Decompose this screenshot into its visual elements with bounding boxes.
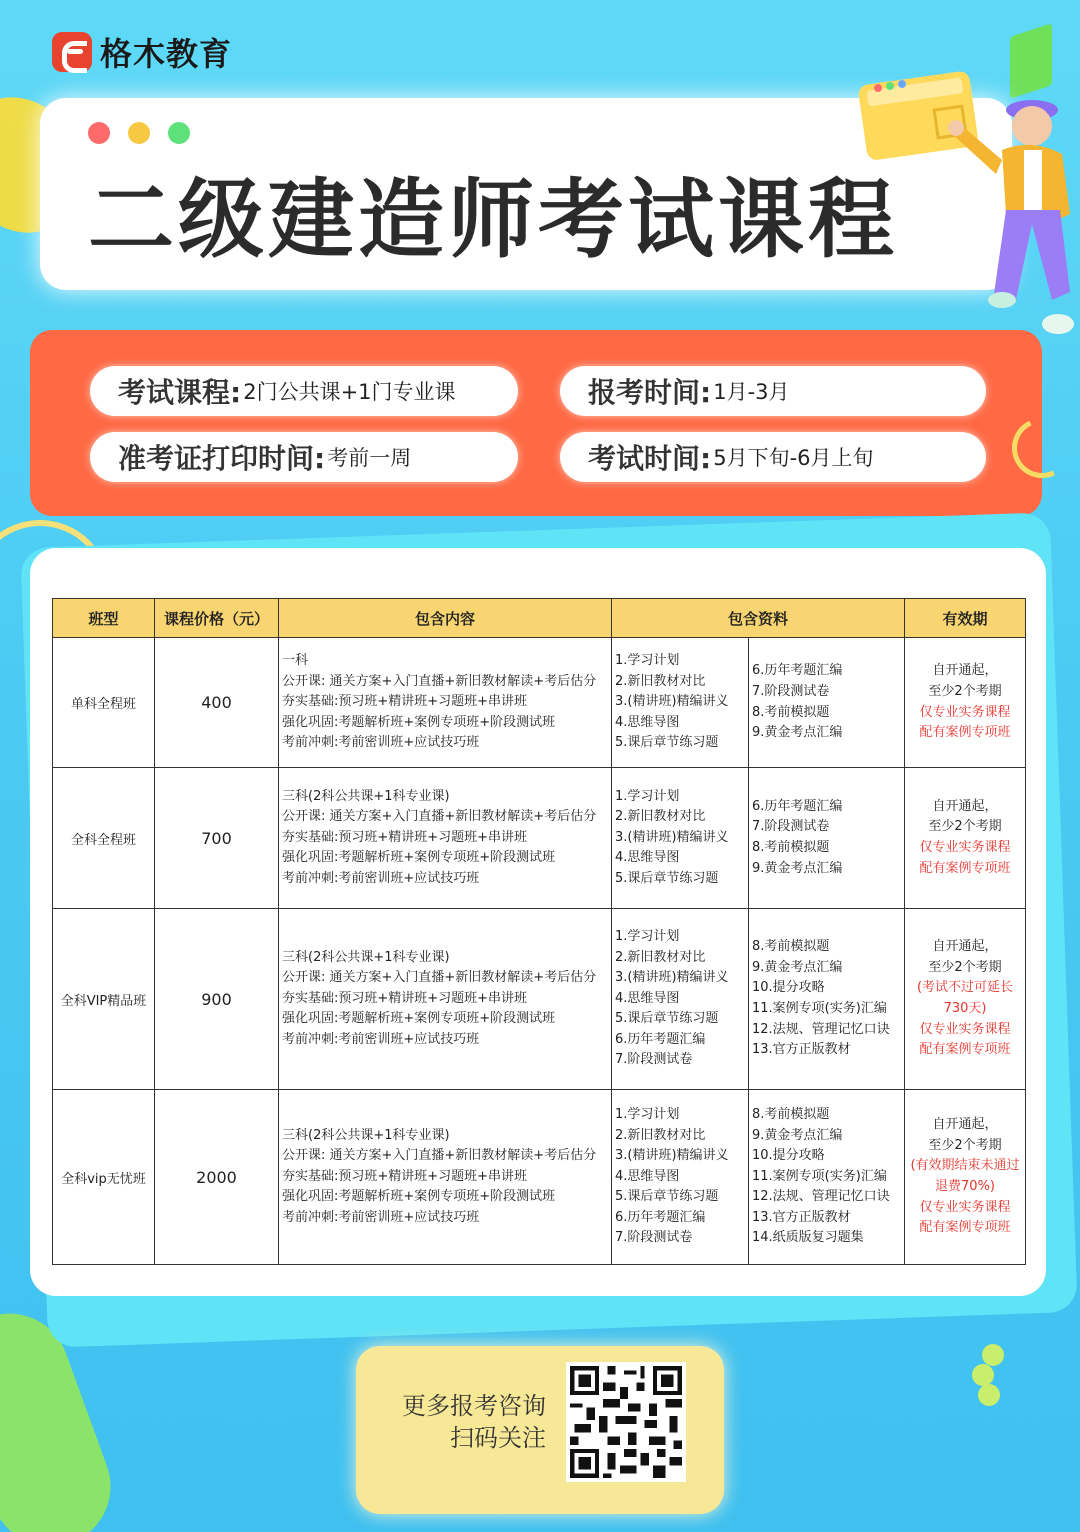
window-dots [88,122,190,144]
cell-line: 考前冲刺:考前密训班+应试技巧班 [282,1031,480,1047]
cell-materials-a [612,768,749,909]
cell-line: 夯实基础:预习班+精讲班+习题班+串讲班 [282,990,528,1006]
header-price: 课程价格（元） [155,599,279,638]
table-row [53,1090,1026,1265]
info-label: 考试课程: [118,376,242,409]
cell-content [279,638,612,768]
cell-line: 夯实基础:预习班+精讲班+习题班+串讲班 [282,694,528,710]
cell-class-type: 单科全程班 [53,638,155,768]
cell-materials-b [749,638,905,768]
qr-code-icon[interactable] [566,1362,686,1482]
cell-price: 700 [155,768,279,909]
cell-line: 自开通起， [932,798,998,814]
cell-line: 退费70%) [935,1179,995,1194]
cell-line: 4.思维导图 [615,850,680,866]
header-validity: 有效期 [905,599,1026,638]
info-value: 2门公共课+1门专业课 [243,380,456,404]
cell-line: (有效期结束未通过 [910,1158,1020,1174]
cell-line: 2.新旧教材对比 [615,949,706,965]
cell-line: 一科 [282,653,309,669]
table-row [53,909,1026,1090]
cell-materials-b [749,909,905,1090]
cell-materials-b [749,1090,905,1265]
cell-validity [905,909,1026,1090]
cell-line: 自开通起， [932,1117,998,1133]
cell-line: 3.(精讲班)精编讲义 [615,1148,729,1164]
cell-line: (考试不过可延长 [916,980,1014,996]
cell-line: 配有案例专项班 [919,1042,1011,1058]
cell-line: 5.课后章节练习题 [615,1011,719,1027]
cell-line: 至少2个考期 [928,819,1002,835]
cell-line: 12.法规、管理记忆口诀 [752,1021,890,1037]
dot-red [88,122,110,144]
info-exam-time [560,432,986,482]
cell-line: 配有案例专项班 [919,860,1011,876]
cell-line: 考前冲刺:考前密训班+应试技巧班 [282,870,480,886]
cell-materials-a [612,638,749,768]
dot-green [168,122,190,144]
cell-price: 400 [155,638,279,768]
cell-line: 1.学习计划 [615,928,680,944]
cell-line: 6.历年考题汇编 [752,798,843,814]
header-materials: 包含资料 [612,599,905,638]
footer-text [376,1390,546,1454]
cell-line: 7.阶段测试卷 [615,1052,693,1068]
cell-line: 公开课: 通关方案+入门直播+新旧教材解读+考后估分 [282,970,597,986]
cell-line: 至少2个考期 [928,683,1002,699]
cell-line: 2.新旧教材对比 [615,1127,706,1143]
cell-line: 10.提分攻略 [752,1148,825,1164]
course-table [52,598,1026,1265]
cell-line: 2.新旧教材对比 [615,673,706,689]
cell-line: 夯实基础:预习班+精讲班+习题班+串讲班 [282,829,528,845]
dot-yellow [128,122,150,144]
cell-line: 仅专业实务课程 [919,1199,1011,1215]
cell-line: 三科(2科公共课+1科专业课) [282,1127,450,1143]
cell-class-type: 全科vip无忧班 [53,1090,155,1265]
info-value: 考前一周 [327,446,412,470]
info-value: 5月下旬-6月上旬 [713,446,874,470]
character-illustration [856,64,1080,344]
cell-line: 4.思维导图 [615,714,680,730]
cell-line: 夯实基础:预习班+精讲班+习题班+串讲班 [282,1168,528,1184]
cell-line: 1.学习计划 [615,653,680,669]
info-value: 1月-3月 [713,380,790,404]
cell-line: 考前冲刺:考前密训班+应试技巧班 [282,1209,480,1225]
cell-materials-b [749,768,905,909]
header-class-type: 班型 [53,599,155,638]
cell-line: 11.案例专项(实务)汇编 [752,1168,887,1184]
cell-line: 13.官方正版教材 [752,1042,851,1058]
cell-line: 自开通起， [932,663,998,679]
cell-class-type: 全科全程班 [53,768,155,909]
cell-line: 公开课: 通关方案+入门直播+新旧教材解读+考后估分 [282,1148,597,1164]
cell-line: 7.阶段测试卷 [752,683,830,699]
cell-line: 配有案例专项班 [919,1220,1011,1236]
cell-line: 14.纸质版复习题集 [752,1230,864,1246]
cell-line: 4.思维导图 [615,1168,680,1184]
cell-line: 730天) [943,1001,987,1016]
cell-line: 强化巩固:考题解析班+案例专项班+阶段测试班 [282,1011,556,1027]
cell-validity [905,638,1026,768]
cell-price: 900 [155,909,279,1090]
cell-line: 至少2个考期 [928,959,1002,975]
logo-icon [52,32,92,72]
cell-line: 11.案例专项(实务)汇编 [752,1001,887,1016]
cell-line: 强化巩固:考题解析班+案例专项班+阶段测试班 [282,1189,556,1205]
table-row [53,638,1026,768]
cell-line: 5.课后章节练习题 [615,1189,719,1205]
cell-line: 4.思维导图 [615,990,680,1006]
header-content: 包含内容 [279,599,612,638]
cell-line: 10.提分攻略 [752,980,825,996]
cell-line: 7.阶段测试卷 [752,819,830,835]
cell-line: 仅专业实务课程 [919,840,1011,855]
info-label: 报考时间: [588,376,712,409]
cell-line: 5.课后章节练习题 [615,870,719,886]
cell-content [279,909,612,1090]
cell-line: 3.(精讲班)精编讲义 [615,970,729,986]
cell-line: 8.考前模拟题 [752,840,830,855]
cell-materials-a [612,1090,749,1265]
cell-content [279,768,612,909]
cell-line: 8.考前模拟题 [752,1106,830,1122]
cell-line: 5.课后章节练习题 [615,735,719,751]
page-title: 二级建造师考试课程 [88,170,898,270]
info-exam-subjects [90,366,518,416]
cell-line: 仅专业实务课程 [919,704,1011,720]
cell-line: 6.历年考题汇编 [615,1209,706,1225]
cell-line: 6.历年考题汇编 [615,1031,706,1047]
cell-line: 强化巩固:考题解析班+案例专项班+阶段测试班 [282,714,556,730]
info-registration-time [560,366,986,416]
cell-line: 7.阶段测试卷 [615,1230,693,1246]
cell-line: 9.黄金考点汇编 [752,725,843,741]
cell-price: 2000 [155,1090,279,1265]
cell-line: 三科(2科公共课+1科专业课) [282,949,450,965]
table-row [53,768,1026,909]
cell-line: 至少2个考期 [928,1137,1002,1153]
footer-line1: 更多报考咨询 [402,1392,546,1420]
cell-line: 13.官方正版教材 [752,1209,851,1225]
cell-line: 9.黄金考点汇编 [752,959,843,975]
brand-name: 格木教育 [100,35,233,73]
cell-line: 9.黄金考点汇编 [752,1127,843,1143]
cell-line: 8.考前模拟题 [752,704,830,720]
cell-line: 3.(精讲班)精编讲义 [615,829,729,845]
table-header-row [53,599,1026,638]
cell-line: 仅专业实务课程 [919,1021,1011,1037]
cell-line: 12.法规、管理记忆口诀 [752,1189,890,1205]
cell-line: 强化巩固:考题解析班+案例专项班+阶段测试班 [282,850,556,866]
cell-line: 1.学习计划 [615,1106,680,1122]
info-admission-print-time [90,432,518,482]
cell-line: 6.历年考题汇编 [752,663,843,679]
footer-line2: 扫码关注 [450,1424,546,1452]
cell-line: 1.学习计划 [615,788,680,804]
cell-validity [905,768,1026,909]
cell-line: 三科(2科公共课+1科专业课) [282,788,450,804]
info-label: 考试时间: [588,442,712,475]
exam-info-panel [30,330,1042,516]
info-label: 准考证打印时间: [118,442,326,475]
cell-content [279,1090,612,1265]
cell-line: 9.黄金考点汇编 [752,860,843,876]
cell-line: 考前冲刺:考前密训班+应试技巧班 [282,735,480,751]
cell-line: 公开课: 通关方案+入门直播+新旧教材解读+考后估分 [282,673,597,689]
cell-line: 8.考前模拟题 [752,939,830,955]
cell-line: 3.(精讲班)精编讲义 [615,694,729,710]
cell-line: 公开课: 通关方案+入门直播+新旧教材解读+考后估分 [282,809,597,825]
cell-line: 2.新旧教材对比 [615,809,706,825]
cell-line: 自开通起， [932,939,998,955]
cell-line: 配有案例专项班 [919,725,1011,741]
brand-logo [52,28,232,76]
cell-materials-a [612,909,749,1090]
cell-class-type: 全科VIP精品班 [53,909,155,1090]
cell-validity [905,1090,1026,1265]
